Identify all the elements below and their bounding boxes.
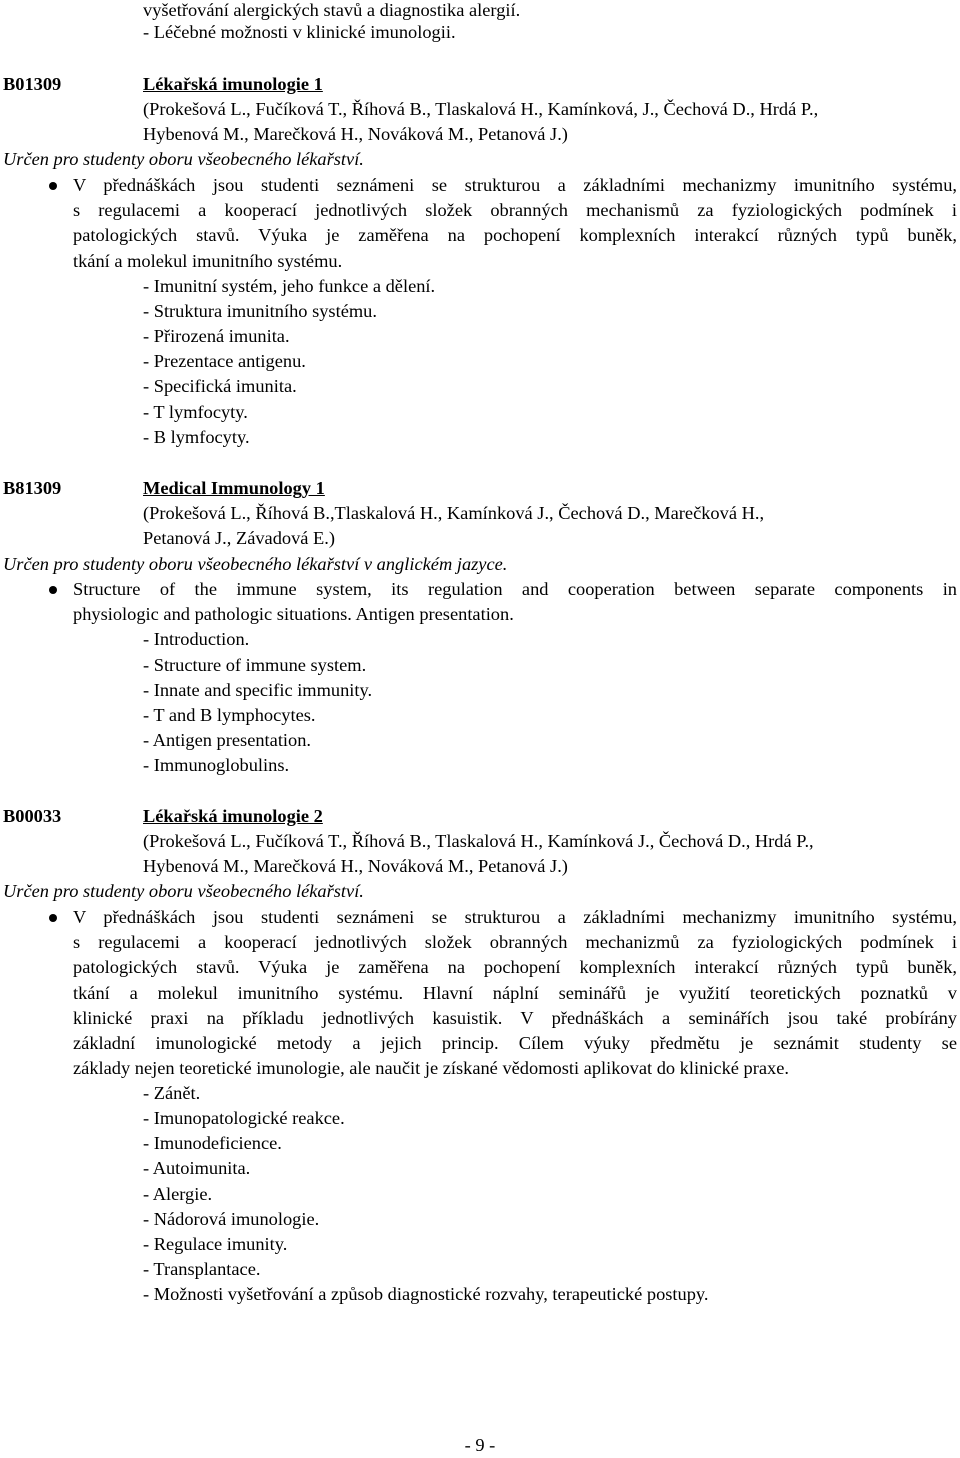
topic-item: - Transplantace. (143, 1259, 261, 1279)
course-code: B00033 (3, 806, 62, 826)
description-line: patologických stavů. Výuka je zaměřena na pochopení komplexních interakcí různých typů buněk, (73, 225, 957, 246)
topic-item: - Specifická imunita. (143, 376, 297, 396)
topic-item: - B lymfocyty. (143, 427, 250, 447)
course-target: Určen pro studenty oboru všeobecného lékařství v anglickém jazyce. (3, 554, 508, 574)
bullet-icon (49, 182, 57, 190)
course-teachers: Hybenová M., Marečková H., Nováková M., Petanová J.) (143, 124, 568, 144)
bullet-icon (49, 914, 57, 922)
course-description (73, 577, 957, 627)
course-target: Určen pro studenty oboru všeobecného lékařství. (3, 149, 364, 169)
topic-item: - Struktura imunitního systému. (143, 301, 377, 321)
intro-line: - Léčebné možnosti v klinické imunologii. (143, 22, 456, 42)
topic-item: - Přirozená imunita. (143, 326, 290, 346)
description-line: V přednáškách jsou studenti seznámeni se strukturou a základními mechanizmy imunitního systému, (73, 175, 957, 195)
topic-item: - Imunopatologické reakce. (143, 1108, 345, 1128)
description-line: V přednáškách jsou studenti seznámeni se strukturou a základními mechanizmy imunitního systému, (73, 907, 957, 927)
description-line: s regulacemi a kooperací jednotlivých složek obranných mechanizmů za fyziologických podmínek i (73, 932, 957, 953)
course-code: B81309 (3, 478, 62, 498)
topic-item: - Nádorová imunologie. (143, 1209, 320, 1229)
description-line: tkání a molekul imunitního systému. Hlavní náplní seminářů je využití teoretických poznatků v (73, 982, 957, 1003)
description-line: základy nejen teoretické imunologie, ale naučit je získané vědomosti aplikovat do klinické praxe. (73, 1058, 789, 1079)
topic-item: - Structure of immune system. (143, 655, 367, 675)
course-description (73, 905, 957, 1081)
topic-item: - Imunitní systém, jeho funkce a dělení. (143, 276, 436, 296)
topic-item: - Autoimunita. (143, 1158, 251, 1178)
course-teachers: Petanová J., Závadová E.) (143, 528, 336, 548)
course-description (73, 173, 957, 274)
course-title: Medical Immunology 1 (143, 478, 325, 498)
course-title: Lékařská imunologie 1 (143, 74, 323, 94)
course-target: Určen pro studenty oboru všeobecného lékařství. (3, 881, 364, 901)
topic-item: - Innate and specific immunity. (143, 680, 373, 700)
course-title: Lékařská imunologie 2 (143, 806, 323, 826)
description-line: physiologic and pathologic situations. Antigen presentation. (73, 604, 514, 625)
course-teachers: (Prokešová L., Fučíková T., Říhová B., Tlaskalová H., Kamínková J., Čechová D., Hrdá P., (143, 831, 814, 851)
course-teachers: Hybenová M., Marečková H., Nováková M., Petanová J.) (143, 856, 568, 876)
topic-item: - Antigen presentation. (143, 730, 312, 750)
intro-line: vyšetřování alergických stavů a diagnostika alergií. (143, 0, 521, 20)
topic-item: - T and B lymphocytes. (143, 705, 316, 725)
topic-item: - Imunodeficience. (143, 1133, 282, 1153)
topic-item: - Introduction. (143, 629, 250, 649)
bullet-icon (49, 586, 57, 594)
description-line: základní imunologické metody a jejich princip. Cílem výuky předmětu je seznámit studenty se (73, 1032, 957, 1053)
course-code: B01309 (3, 74, 62, 94)
description-line: patologických stavů. Výuka je zaměřena na pochopení komplexních interakcí různých typů buněk, (73, 957, 957, 978)
description-line: klinické praxi na příkladu jednotlivých kasuistik. V přednáškách a seminářích jsou také probírány (73, 1007, 957, 1028)
topic-item: - Alergie. (143, 1184, 213, 1204)
course-teachers: (Prokešová L., Říhová B.,Tlaskalová H., Kamínková J., Čechová D., Marečková H., (143, 503, 765, 523)
description-line: Structure of the immune system, its regulation and cooperation between separate components in (73, 579, 957, 599)
page-number: - 9 - (464, 1435, 496, 1455)
description-line: s regulacemi a kooperací jednotlivých složek obranných mechanismů za fyziologických podmínek i (73, 200, 957, 221)
topic-item: - Možnosti vyšetřování a způsob diagnostické rozvahy, terapeutické postupy. (143, 1284, 709, 1304)
topic-item: - T lymfocyty. (143, 402, 248, 422)
topic-item: - Zánět. (143, 1083, 201, 1103)
topic-item: - Prezentace antigenu. (143, 351, 306, 371)
course-teachers: (Prokešová L., Fučíková T., Říhová B., Tlaskalová H., Kamínková, J., Čechová D., Hrdá P., (143, 99, 819, 119)
topic-item: - Immunoglobulins. (143, 755, 290, 775)
topic-item: - Regulace imunity. (143, 1234, 288, 1254)
description-line: tkání a molekul imunitního systému. (73, 250, 343, 271)
